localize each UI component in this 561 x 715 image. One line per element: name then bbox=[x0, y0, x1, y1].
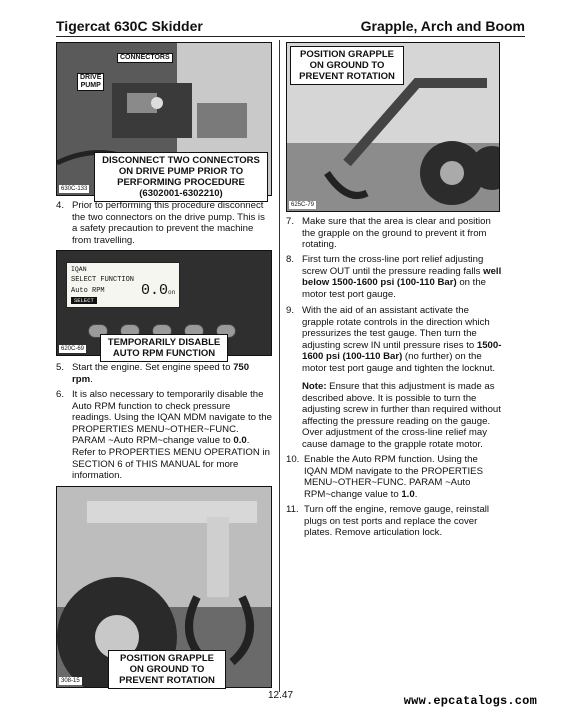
step-5-text-end: . bbox=[90, 373, 93, 385]
step-4-number: 4. bbox=[56, 200, 65, 211]
fig2-caption: TEMPORARILY DISABLE AUTO RPM FUNCTION bbox=[100, 334, 228, 362]
step-10 bbox=[286, 454, 502, 500]
step-9 bbox=[286, 305, 502, 375]
lcd-line-function: SELECT FUNCTION bbox=[71, 276, 135, 284]
step-8-number: 8. bbox=[286, 254, 295, 265]
step-8 bbox=[286, 254, 502, 300]
lcd-value: 0.0on bbox=[141, 282, 176, 299]
fig3-tag: 308-15 bbox=[61, 678, 80, 684]
note-label: Note: bbox=[302, 381, 327, 392]
step-6 bbox=[56, 389, 272, 482]
step-6-number: 6. bbox=[56, 389, 65, 400]
step-9-text-end: (no further) on the motor test port gauge and tighten the locknut. bbox=[302, 351, 496, 374]
step-9-number: 9. bbox=[286, 305, 295, 316]
column-divider bbox=[279, 40, 280, 692]
connectors-label: CONNECTORS bbox=[117, 53, 173, 63]
header-rule bbox=[56, 36, 525, 37]
fig2-tag: 620C-69 bbox=[61, 346, 85, 352]
page-number: 12.47 bbox=[267, 690, 294, 701]
step-10-value: 1.0 bbox=[401, 488, 415, 500]
step-11-text: Turn off the engine, remove gauge, reinstall plugs on test ports and replace the cover plates. Remove articulation lock. bbox=[304, 504, 490, 539]
step-10-text: Enable the Auto RPM function. Using the IQAN MDM navigate to the PROPERTIES MENU~OTHER~FUNC. PARAM ~Auto RPM~change value to bbox=[304, 454, 483, 500]
step-10-number: 10. bbox=[286, 454, 300, 465]
iqan-lcd-screen bbox=[66, 262, 180, 308]
step-11-number: 11. bbox=[286, 504, 299, 515]
step-9-text: With the aid of an assistant activate the grapple rotate controls in the direction which pressurizes the test gauge. Then turn the adjusting screw IN until pressure rises to bbox=[302, 305, 490, 351]
drive-pump-label: DRIVE PUMP bbox=[77, 73, 104, 91]
step-10-text-end: . bbox=[414, 488, 418, 500]
watermark-link[interactable]: www.epcatalogs.com bbox=[403, 694, 537, 708]
step-5-number: 5. bbox=[56, 362, 65, 373]
note-block bbox=[302, 381, 502, 451]
step-7 bbox=[286, 216, 502, 251]
header-right-title: Grapple, Arch and Boom bbox=[360, 18, 525, 34]
step-8-text: First turn the cross-line port relief adjusting screw OUT until the pressure reading falls bbox=[302, 254, 484, 277]
header-left-title: Tigercat 630C Skidder bbox=[56, 18, 203, 34]
step-4-text: Prior to performing this procedure disconnect the two connectors on the drive pump. This is a safety precaution to prevent the machine from travelling. bbox=[72, 200, 265, 246]
step-8-text-end: on the motor test port gauge. bbox=[302, 277, 486, 300]
step-9-pressure: 1500-1600 psi (100-110 Bar) bbox=[302, 339, 502, 363]
step-5-text: Start the engine. Set engine speed to bbox=[72, 362, 234, 373]
fig4-caption: POSITION GRAPPLE ON GROUND TO PREVENT ROTATION bbox=[290, 46, 404, 85]
step-5 bbox=[56, 362, 272, 385]
lcd-select-button: SELECT bbox=[71, 297, 97, 304]
lcd-line-auto-rpm: Auto RPM bbox=[71, 287, 105, 295]
step-6-value: 0.0 bbox=[233, 435, 247, 447]
step-4 bbox=[56, 200, 272, 246]
fig1-tag: 630C-133 bbox=[61, 186, 88, 192]
step-5-rpm: 750 rpm bbox=[72, 362, 250, 385]
fig4-tag: 625C-79 bbox=[291, 202, 315, 208]
note-text: Ensure that this adjustment is made as described above. It is possible to turn the adjusting screw in further than required without affecting the pressure reading on the gauge. Over adjustment of the cross-line relief may cause damage to the grapple rotate motor. bbox=[302, 381, 501, 450]
step-8-pressure: well below 1500-1600 psi (100-110 Bar) bbox=[302, 265, 502, 289]
lcd-brand: IQAN bbox=[71, 266, 87, 273]
step-7-number: 7. bbox=[286, 216, 295, 227]
step-7-text: Make sure that the area is clear and position the grapple on the ground to prevent it from rotating. bbox=[302, 216, 491, 251]
fig1-caption: DISCONNECT TWO CONNECTORS ON DRIVE PUMP PRIOR TO PERFORMING PROCEDURE (6302001-6302210) bbox=[94, 152, 268, 202]
step-6-text-end: . Refer to PROPERTIES MENU OPERATION in SECTION 6 of THIS MANUAL for more information. bbox=[72, 435, 270, 482]
step-11 bbox=[286, 504, 502, 539]
fig3-caption: POSITION GRAPPLE ON GROUND TO PREVENT ROTATION bbox=[108, 650, 226, 689]
step-6-text: It is also necessary to temporarily disable the Auto RPM function to check pressure readings. Using the IQAN MDM navigate to the PROPERTIES MENU~OTHER~FUNC. PARAM ~Auto RPM~change value to bbox=[72, 389, 272, 447]
